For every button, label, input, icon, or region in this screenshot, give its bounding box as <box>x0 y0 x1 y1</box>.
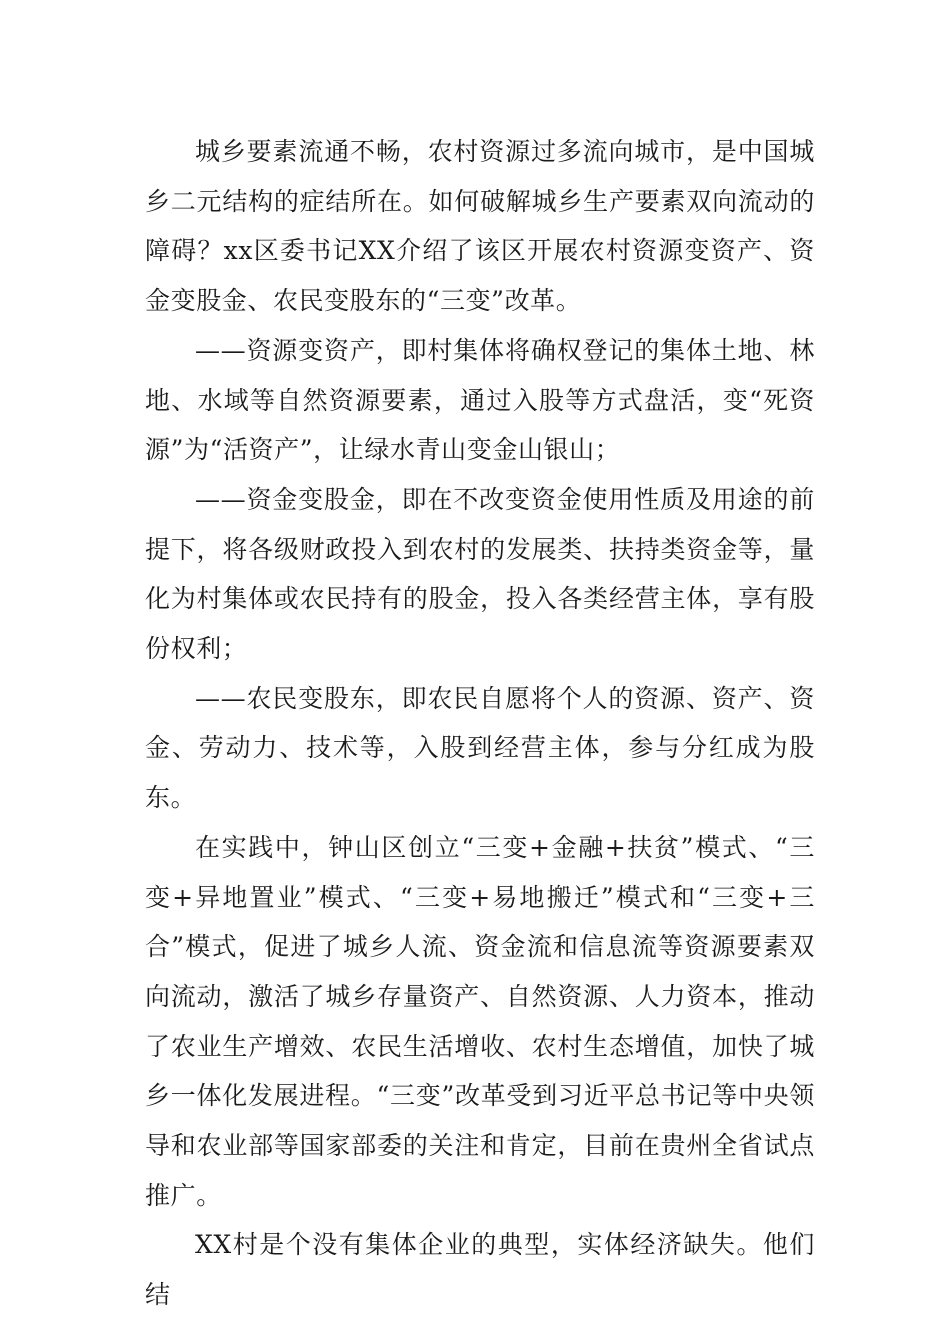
paragraph-funds-to-shares: ——资金变股金，即在不改变资金使用性质及用途的前提下，将各级财政投入到农村的发展类、扶持类资金等，量化为村集体或农民持有的股金，投入各类经营主体，享有股份权利； <box>145 484 815 664</box>
paragraph-resources-to-assets: ——资源变资产，即村集体将确权登记的集体土地、林地、水域等自然资源要素，通过入股等方式盘活，变“死资源”为“活资产”，让绿水青山变金山银山； <box>145 335 815 465</box>
paragraph-practice: 在实践中，钟山区创立“三变+金融+扶贫”模式、“三变+异地置业”模式、“三变+易地搬迁”模式和“三变+三合”模式，促进了城乡人流、资金流和信息流等资源要素双向流动，激活了城乡存量资产、自然资源、人力资本，推动了农业生产增效、农民生活增收、农村生态增值，加快了城乡一体化发展进程。“三变”改革受到习近平总书记等中央领导和农业部等国家部委的关注和肯定，目前在贵州全省试点推广。 <box>145 832 815 1210</box>
paragraph-farmers-to-shareholders: ——农民变股东，即农民自愿将个人的资源、资产、资金、劳动力、技术等，入股到经营主体，参与分红成为股东。 <box>145 683 815 813</box>
paragraph-intro: 城乡要素流通不畅，农村资源过多流向城市，是中国城乡二元结构的症结所在。如何破解城乡生产要素双向流动的障碍？xx区委书记XX介绍了该区开展农村资源变资产、资金变股金、农民变股东的“三变”改革。 <box>145 137 815 316</box>
document-body <box>145 127 815 1320</box>
paragraph-village: XX村是个没有集体企业的典型，实体经济缺失。他们结 <box>145 1230 815 1310</box>
